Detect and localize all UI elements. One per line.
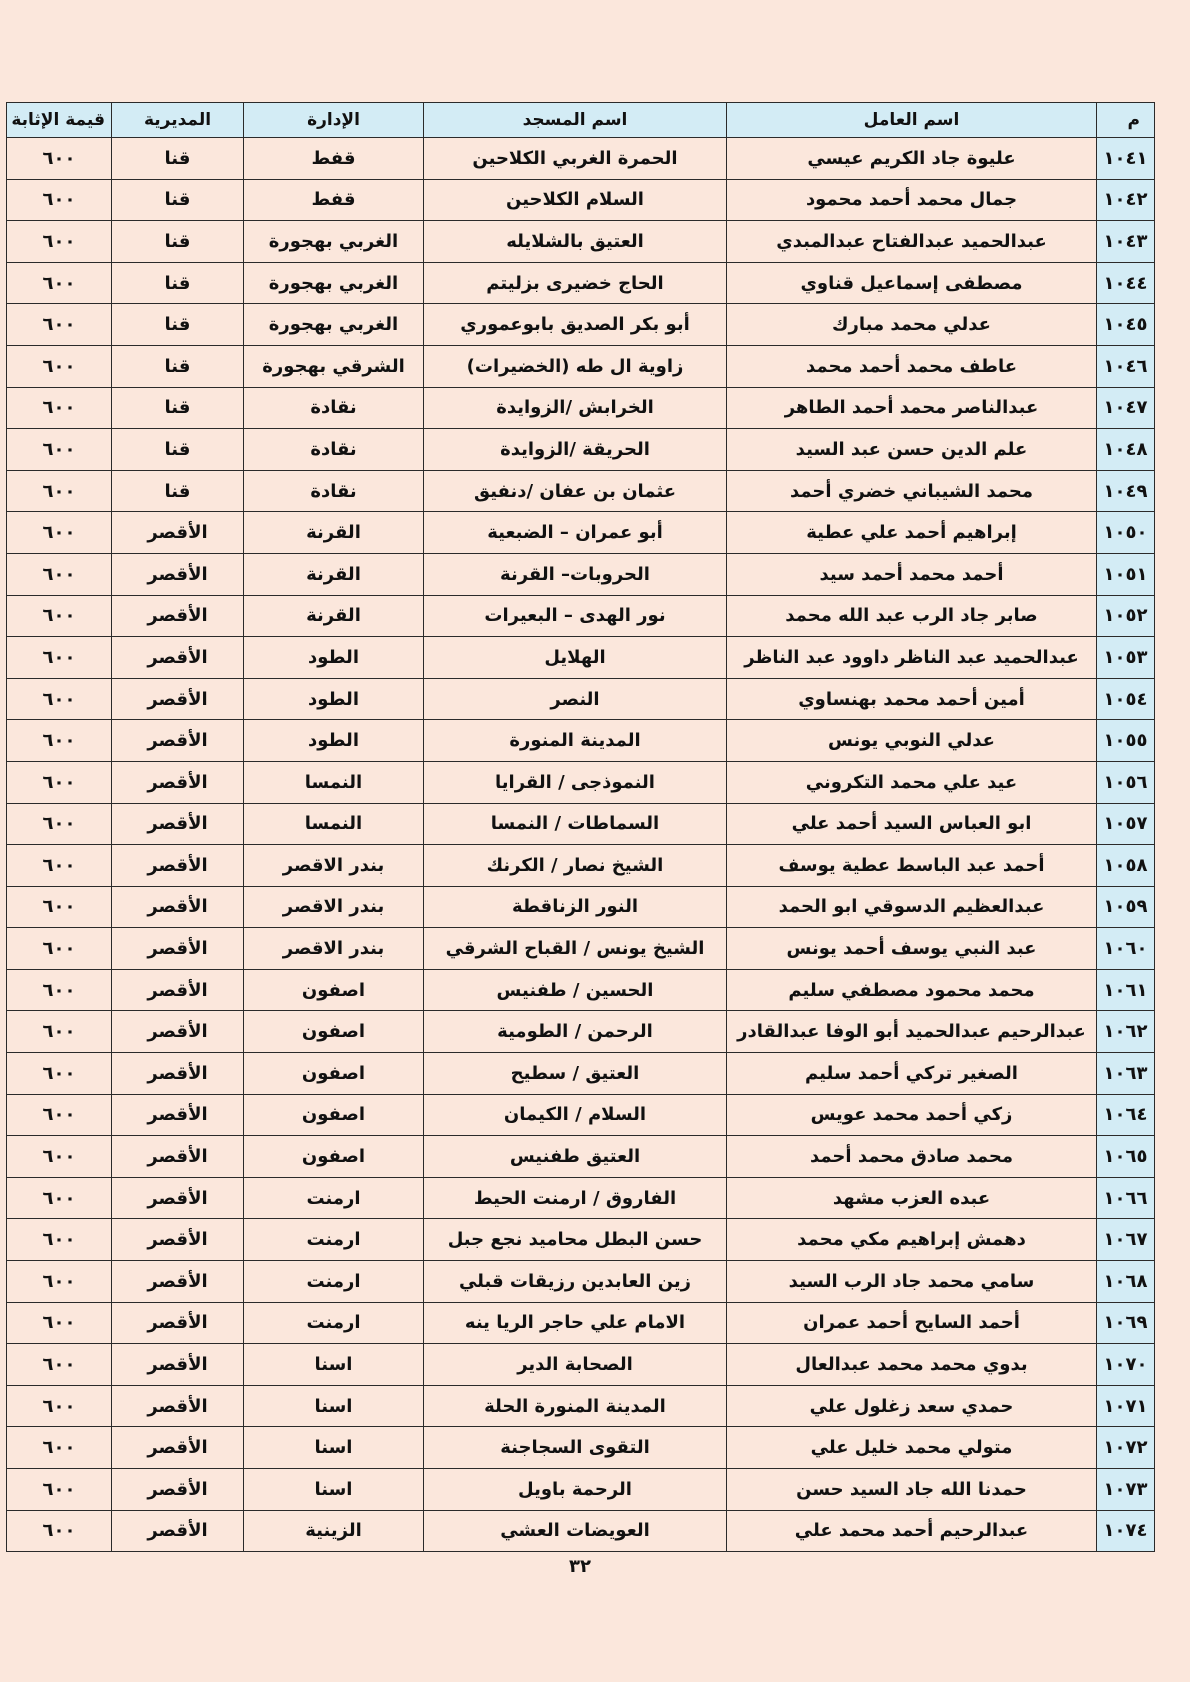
cell-directorate: الأقصر bbox=[112, 1302, 244, 1344]
cell-mosque-name: السلام الكلاحين bbox=[424, 179, 727, 221]
table-row bbox=[7, 429, 1155, 471]
cell-directorate: الأقصر bbox=[112, 803, 244, 845]
cell-directorate: الأقصر bbox=[112, 512, 244, 554]
cell-reward-value: ٦٠٠ bbox=[7, 262, 112, 304]
cell-reward-value: ٦٠٠ bbox=[7, 138, 112, 180]
table-row bbox=[7, 969, 1155, 1011]
cell-mosque-name: السلام / الكيمان bbox=[424, 1094, 727, 1136]
table-row bbox=[7, 470, 1155, 512]
cell-mosque-name: زاوية ال طه (الخضيرات) bbox=[424, 345, 727, 387]
cell-num: ١٠٥٥ bbox=[1097, 720, 1155, 762]
cell-worker-name: عبدالحميد عبدالفتاح عبدالمبدي bbox=[727, 221, 1097, 263]
table-row bbox=[7, 179, 1155, 221]
cell-reward-value: ٦٠٠ bbox=[7, 1344, 112, 1386]
cell-reward-value: ٦٠٠ bbox=[7, 595, 112, 637]
cell-reward-value: ٦٠٠ bbox=[7, 1302, 112, 1344]
cell-directorate: الأقصر bbox=[112, 1136, 244, 1178]
cell-reward-value: ٦٠٠ bbox=[7, 553, 112, 595]
cell-worker-name: محمد صادق محمد أحمد bbox=[727, 1136, 1097, 1178]
cell-reward-value: ٦٠٠ bbox=[7, 678, 112, 720]
table-row bbox=[7, 1302, 1155, 1344]
table-body bbox=[7, 138, 1155, 1552]
cell-worker-name: محمد محمود مصطفي سليم bbox=[727, 969, 1097, 1011]
cell-directorate: قنا bbox=[112, 345, 244, 387]
cell-worker-name: دهمش إبراهيم مكي محمد bbox=[727, 1219, 1097, 1261]
cell-worker-name: متولي محمد خليل علي bbox=[727, 1427, 1097, 1469]
table-row bbox=[7, 1261, 1155, 1303]
cell-num: ١٠٥٦ bbox=[1097, 761, 1155, 803]
cell-mosque-name: الرحمة باويل bbox=[424, 1469, 727, 1511]
cell-num: ١٠٧٠ bbox=[1097, 1344, 1155, 1386]
cell-administration: الغربي بهجورة bbox=[244, 262, 424, 304]
table-row bbox=[7, 1469, 1155, 1511]
cell-directorate: قنا bbox=[112, 262, 244, 304]
cell-reward-value: ٦٠٠ bbox=[7, 304, 112, 346]
cell-worker-name: ابو العباس السيد أحمد علي bbox=[727, 803, 1097, 845]
cell-directorate: قنا bbox=[112, 304, 244, 346]
cell-num: ١٠٦٢ bbox=[1097, 1011, 1155, 1053]
cell-administration: الغربي بهجورة bbox=[244, 304, 424, 346]
cell-directorate: قنا bbox=[112, 470, 244, 512]
table-row bbox=[7, 1011, 1155, 1053]
cell-administration: بندر الاقصر bbox=[244, 845, 424, 887]
cell-administration: ارمنت bbox=[244, 1302, 424, 1344]
cell-directorate: الأقصر bbox=[112, 678, 244, 720]
table-row bbox=[7, 1385, 1155, 1427]
cell-worker-name: أحمد السايح أحمد عمران bbox=[727, 1302, 1097, 1344]
cell-reward-value: ٦٠٠ bbox=[7, 1510, 112, 1552]
table-row bbox=[7, 928, 1155, 970]
cell-mosque-name: الهلايل bbox=[424, 637, 727, 679]
cell-reward-value: ٦٠٠ bbox=[7, 720, 112, 762]
cell-mosque-name: النموذجى / القرايا bbox=[424, 761, 727, 803]
cell-reward-value: ٦٠٠ bbox=[7, 470, 112, 512]
cell-reward-value: ٦٠٠ bbox=[7, 1261, 112, 1303]
cell-mosque-name: الامام علي حاجر الريا ينه bbox=[424, 1302, 727, 1344]
cell-directorate: قنا bbox=[112, 179, 244, 221]
cell-num: ١٠٥٣ bbox=[1097, 637, 1155, 679]
cell-directorate: الأقصر bbox=[112, 761, 244, 803]
cell-worker-name: زكي أحمد محمد عويس bbox=[727, 1094, 1097, 1136]
cell-worker-name: أحمد عبد الباسط عطية يوسف bbox=[727, 845, 1097, 887]
cell-reward-value: ٦٠٠ bbox=[7, 1053, 112, 1095]
cell-reward-value: ٦٠٠ bbox=[7, 1177, 112, 1219]
cell-mosque-name: التقوى السجاجنة bbox=[424, 1427, 727, 1469]
cell-mosque-name: النصر bbox=[424, 678, 727, 720]
cell-directorate: قنا bbox=[112, 138, 244, 180]
cell-num: ١٠٦٣ bbox=[1097, 1053, 1155, 1095]
cell-directorate: الأقصر bbox=[112, 1177, 244, 1219]
cell-mosque-name: العتيق / سطيح bbox=[424, 1053, 727, 1095]
cell-administration: اصفون bbox=[244, 1011, 424, 1053]
table-header bbox=[7, 103, 1155, 138]
cell-reward-value: ٦٠٠ bbox=[7, 761, 112, 803]
cell-mosque-name: الحاج خضيرى بزليتم bbox=[424, 262, 727, 304]
cell-directorate: الأقصر bbox=[112, 1011, 244, 1053]
table-row bbox=[7, 1136, 1155, 1178]
cell-worker-name: صابر جاد الرب عبد الله محمد bbox=[727, 595, 1097, 637]
cell-directorate: الأقصر bbox=[112, 1469, 244, 1511]
table-row bbox=[7, 1219, 1155, 1261]
cell-directorate: الأقصر bbox=[112, 1094, 244, 1136]
table-row bbox=[7, 1177, 1155, 1219]
table-row bbox=[7, 262, 1155, 304]
cell-reward-value: ٦٠٠ bbox=[7, 512, 112, 554]
cell-directorate: الأقصر bbox=[112, 845, 244, 887]
cell-administration: النمسا bbox=[244, 803, 424, 845]
cell-num: ١٠٦٥ bbox=[1097, 1136, 1155, 1178]
cell-administration: اسنا bbox=[244, 1427, 424, 1469]
table-row bbox=[7, 1427, 1155, 1469]
table-row bbox=[7, 720, 1155, 762]
cell-administration: قفط bbox=[244, 138, 424, 180]
header-mosque-name: اسم المسجد bbox=[424, 103, 727, 138]
cell-num: ١٠٤٨ bbox=[1097, 429, 1155, 471]
cell-directorate: الأقصر bbox=[112, 1053, 244, 1095]
cell-worker-name: محمد الشيباني خضري أحمد bbox=[727, 470, 1097, 512]
cell-num: ١٠٤٥ bbox=[1097, 304, 1155, 346]
cell-mosque-name: الفاروق / ارمنت الحيط bbox=[424, 1177, 727, 1219]
table-row bbox=[7, 678, 1155, 720]
table-row bbox=[7, 138, 1155, 180]
cell-mosque-name: الرحمن / الطومية bbox=[424, 1011, 727, 1053]
cell-num: ١٠٤٩ bbox=[1097, 470, 1155, 512]
cell-worker-name: إبراهيم أحمد علي عطية bbox=[727, 512, 1097, 554]
cell-administration: القرنة bbox=[244, 553, 424, 595]
cell-administration: ارمنت bbox=[244, 1261, 424, 1303]
cell-mosque-name: المدينة المنورة bbox=[424, 720, 727, 762]
table-row bbox=[7, 1510, 1155, 1552]
header-num: م bbox=[1097, 103, 1155, 138]
cell-worker-name: عبدالناصر محمد أحمد الطاهر bbox=[727, 387, 1097, 429]
table-row bbox=[7, 1053, 1155, 1095]
cell-reward-value: ٦٠٠ bbox=[7, 1219, 112, 1261]
cell-mosque-name: الحريقة /الزوايدة bbox=[424, 429, 727, 471]
cell-reward-value: ٦٠٠ bbox=[7, 803, 112, 845]
cell-num: ١٠٧٤ bbox=[1097, 1510, 1155, 1552]
cell-mosque-name: المدينة المنورة الحلة bbox=[424, 1385, 727, 1427]
cell-administration: اصفون bbox=[244, 1094, 424, 1136]
header-row bbox=[7, 103, 1155, 138]
cell-reward-value: ٦٠٠ bbox=[7, 1427, 112, 1469]
cell-worker-name: عبدالرحيم عبدالحميد أبو الوفا عبدالقادر bbox=[727, 1011, 1097, 1053]
cell-num: ١٠٦٩ bbox=[1097, 1302, 1155, 1344]
cell-administration: القرنة bbox=[244, 595, 424, 637]
cell-reward-value: ٦٠٠ bbox=[7, 637, 112, 679]
cell-num: ١٠٤٧ bbox=[1097, 387, 1155, 429]
cell-directorate: الأقصر bbox=[112, 720, 244, 762]
header-directorate: المديرية bbox=[112, 103, 244, 138]
cell-mosque-name: أبو بكر الصديق بابوعموري bbox=[424, 304, 727, 346]
table-row bbox=[7, 345, 1155, 387]
cell-worker-name: أحمد محمد أحمد سيد bbox=[727, 553, 1097, 595]
cell-directorate: قنا bbox=[112, 429, 244, 471]
cell-directorate: الأقصر bbox=[112, 553, 244, 595]
cell-reward-value: ٦٠٠ bbox=[7, 845, 112, 887]
cell-mosque-name: الحروبات– القرنة bbox=[424, 553, 727, 595]
table-row bbox=[7, 803, 1155, 845]
cell-reward-value: ٦٠٠ bbox=[7, 1385, 112, 1427]
cell-directorate: الأقصر bbox=[112, 1344, 244, 1386]
cell-administration: اسنا bbox=[244, 1385, 424, 1427]
cell-mosque-name: الصحابة الدير bbox=[424, 1344, 727, 1386]
cell-mosque-name: النور الزناقطة bbox=[424, 886, 727, 928]
cell-directorate: الأقصر bbox=[112, 928, 244, 970]
cell-worker-name: حمدنا الله جاد السيد حسن bbox=[727, 1469, 1097, 1511]
cell-num: ١٠٥٠ bbox=[1097, 512, 1155, 554]
cell-mosque-name: الشيخ يونس / القباح الشرقي bbox=[424, 928, 727, 970]
cell-reward-value: ٦٠٠ bbox=[7, 1469, 112, 1511]
cell-worker-name: حمدي سعد زغلول علي bbox=[727, 1385, 1097, 1427]
table-row bbox=[7, 761, 1155, 803]
cell-num: ١٠٧٢ bbox=[1097, 1427, 1155, 1469]
cell-reward-value: ٦٠٠ bbox=[7, 429, 112, 471]
cell-reward-value: ٦٠٠ bbox=[7, 886, 112, 928]
cell-mosque-name: الحمرة الغربي الكلاحين bbox=[424, 138, 727, 180]
cell-mosque-name: العويضات العشي bbox=[424, 1510, 727, 1552]
table-row bbox=[7, 387, 1155, 429]
cell-num: ١٠٤٢ bbox=[1097, 179, 1155, 221]
cell-directorate: الأقصر bbox=[112, 637, 244, 679]
cell-directorate: الأقصر bbox=[112, 969, 244, 1011]
cell-worker-name: عدلي محمد مبارك bbox=[727, 304, 1097, 346]
table-row bbox=[7, 637, 1155, 679]
cell-administration: الشرقي بهجورة bbox=[244, 345, 424, 387]
cell-mosque-name: حسن البطل محاميد نجع جبل bbox=[424, 1219, 727, 1261]
cell-num: ١٠٥١ bbox=[1097, 553, 1155, 595]
cell-administration: نقادة bbox=[244, 387, 424, 429]
table-row bbox=[7, 845, 1155, 887]
cell-num: ١٠٤١ bbox=[1097, 138, 1155, 180]
table-row bbox=[7, 1344, 1155, 1386]
cell-worker-name: عيد علي محمد التكروني bbox=[727, 761, 1097, 803]
cell-worker-name: جمال محمد أحمد محمود bbox=[727, 179, 1097, 221]
cell-reward-value: ٦٠٠ bbox=[7, 928, 112, 970]
cell-num: ١٠٥٢ bbox=[1097, 595, 1155, 637]
cell-num: ١٠٤٤ bbox=[1097, 262, 1155, 304]
cell-reward-value: ٦٠٠ bbox=[7, 387, 112, 429]
cell-mosque-name: الشيخ نصار / الكرنك bbox=[424, 845, 727, 887]
cell-administration: ارمنت bbox=[244, 1177, 424, 1219]
cell-worker-name: مصطفى إسماعيل قناوي bbox=[727, 262, 1097, 304]
cell-administration: اصفون bbox=[244, 1053, 424, 1095]
cell-num: ١٠٥٧ bbox=[1097, 803, 1155, 845]
cell-worker-name: عبدالرحيم أحمد محمد علي bbox=[727, 1510, 1097, 1552]
cell-directorate: الأقصر bbox=[112, 1261, 244, 1303]
cell-mosque-name: نور الهدى – البعيرات bbox=[424, 595, 727, 637]
cell-administration: الزينية bbox=[244, 1510, 424, 1552]
cell-worker-name: سامي محمد جاد الرب السيد bbox=[727, 1261, 1097, 1303]
cell-administration: اصفون bbox=[244, 969, 424, 1011]
cell-directorate: الأقصر bbox=[112, 595, 244, 637]
cell-reward-value: ٦٠٠ bbox=[7, 1094, 112, 1136]
cell-administration: الطود bbox=[244, 637, 424, 679]
cell-num: ١٠٥٤ bbox=[1097, 678, 1155, 720]
cell-mosque-name: أبو عمران – الضبعية bbox=[424, 512, 727, 554]
cell-administration: ارمنت bbox=[244, 1219, 424, 1261]
cell-num: ١٠٦١ bbox=[1097, 969, 1155, 1011]
cell-num: ١٠٧١ bbox=[1097, 1385, 1155, 1427]
cell-directorate: قنا bbox=[112, 221, 244, 263]
cell-worker-name: عليوة جاد الكريم عيسي bbox=[727, 138, 1097, 180]
cell-num: ١٠٦٤ bbox=[1097, 1094, 1155, 1136]
cell-administration: اسنا bbox=[244, 1344, 424, 1386]
cell-worker-name: عبد النبي يوسف أحمد يونس bbox=[727, 928, 1097, 970]
table-row bbox=[7, 512, 1155, 554]
table-row bbox=[7, 1094, 1155, 1136]
table-row bbox=[7, 304, 1155, 346]
cell-reward-value: ٦٠٠ bbox=[7, 179, 112, 221]
cell-administration: قفط bbox=[244, 179, 424, 221]
cell-reward-value: ٦٠٠ bbox=[7, 1011, 112, 1053]
table-row bbox=[7, 553, 1155, 595]
header-reward-value: قيمة الإثابة bbox=[7, 103, 112, 138]
cell-worker-name: عبده العزب مشهد bbox=[727, 1177, 1097, 1219]
header-worker-name: اسم العامل bbox=[727, 103, 1097, 138]
cell-administration: الطود bbox=[244, 720, 424, 762]
cell-num: ١٠٤٣ bbox=[1097, 221, 1155, 263]
cell-administration: الطود bbox=[244, 678, 424, 720]
cell-mosque-name: العتيق طفنيس bbox=[424, 1136, 727, 1178]
page-number: ٣٢ bbox=[569, 1556, 591, 1577]
cell-num: ١٠٥٨ bbox=[1097, 845, 1155, 887]
cell-mosque-name: زين العابدين رزيقات قبلي bbox=[424, 1261, 727, 1303]
header-administration: الإدارة bbox=[244, 103, 424, 138]
cell-directorate: الأقصر bbox=[112, 1427, 244, 1469]
cell-administration: الغربي بهجورة bbox=[244, 221, 424, 263]
cell-mosque-name: الخرابش /الزوايدة bbox=[424, 387, 727, 429]
cell-administration: النمسا bbox=[244, 761, 424, 803]
table-row bbox=[7, 221, 1155, 263]
cell-worker-name: الصغير تركي أحمد سليم bbox=[727, 1053, 1097, 1095]
cell-reward-value: ٦٠٠ bbox=[7, 1136, 112, 1178]
cell-administration: نقادة bbox=[244, 429, 424, 471]
cell-reward-value: ٦٠٠ bbox=[7, 345, 112, 387]
cell-mosque-name: عثمان بن عفان /دنفيق bbox=[424, 470, 727, 512]
cell-num: ١٠٤٦ bbox=[1097, 345, 1155, 387]
cell-directorate: الأقصر bbox=[112, 1385, 244, 1427]
cell-num: ١٠٥٩ bbox=[1097, 886, 1155, 928]
cell-administration: نقادة bbox=[244, 470, 424, 512]
cell-num: ١٠٦٧ bbox=[1097, 1219, 1155, 1261]
table-row bbox=[7, 595, 1155, 637]
cell-worker-name: بدوي محمد محمد عبدالعال bbox=[727, 1344, 1097, 1386]
cell-administration: القرنة bbox=[244, 512, 424, 554]
cell-num: ١٠٧٣ bbox=[1097, 1469, 1155, 1511]
cell-mosque-name: السماطات / النمسا bbox=[424, 803, 727, 845]
cell-administration: بندر الاقصر bbox=[244, 886, 424, 928]
cell-worker-name: عبدالحميد عبد الناظر داوود عبد الناظر bbox=[727, 637, 1097, 679]
cell-num: ١٠٦٠ bbox=[1097, 928, 1155, 970]
cell-num: ١٠٦٦ bbox=[1097, 1177, 1155, 1219]
cell-directorate: الأقصر bbox=[112, 1510, 244, 1552]
cell-reward-value: ٦٠٠ bbox=[7, 969, 112, 1011]
cell-worker-name: عاطف محمد أحمد محمد bbox=[727, 345, 1097, 387]
cell-directorate: الأقصر bbox=[112, 1219, 244, 1261]
cell-worker-name: أمين أحمد محمد بهنساوي bbox=[727, 678, 1097, 720]
cell-administration: اصفون bbox=[244, 1136, 424, 1178]
cell-worker-name: عدلي النوبي يونس bbox=[727, 720, 1097, 762]
cell-worker-name: عبدالعظيم الدسوقي ابو الحمد bbox=[727, 886, 1097, 928]
cell-directorate: قنا bbox=[112, 387, 244, 429]
workers-table bbox=[6, 102, 1155, 1552]
cell-administration: بندر الاقصر bbox=[244, 928, 424, 970]
cell-mosque-name: الحسين / طفنيس bbox=[424, 969, 727, 1011]
table-row bbox=[7, 886, 1155, 928]
cell-worker-name: علم الدين حسن عبد السيد bbox=[727, 429, 1097, 471]
cell-reward-value: ٦٠٠ bbox=[7, 221, 112, 263]
cell-num: ١٠٦٨ bbox=[1097, 1261, 1155, 1303]
cell-administration: اسنا bbox=[244, 1469, 424, 1511]
cell-mosque-name: العتيق بالشلايله bbox=[424, 221, 727, 263]
cell-directorate: الأقصر bbox=[112, 886, 244, 928]
